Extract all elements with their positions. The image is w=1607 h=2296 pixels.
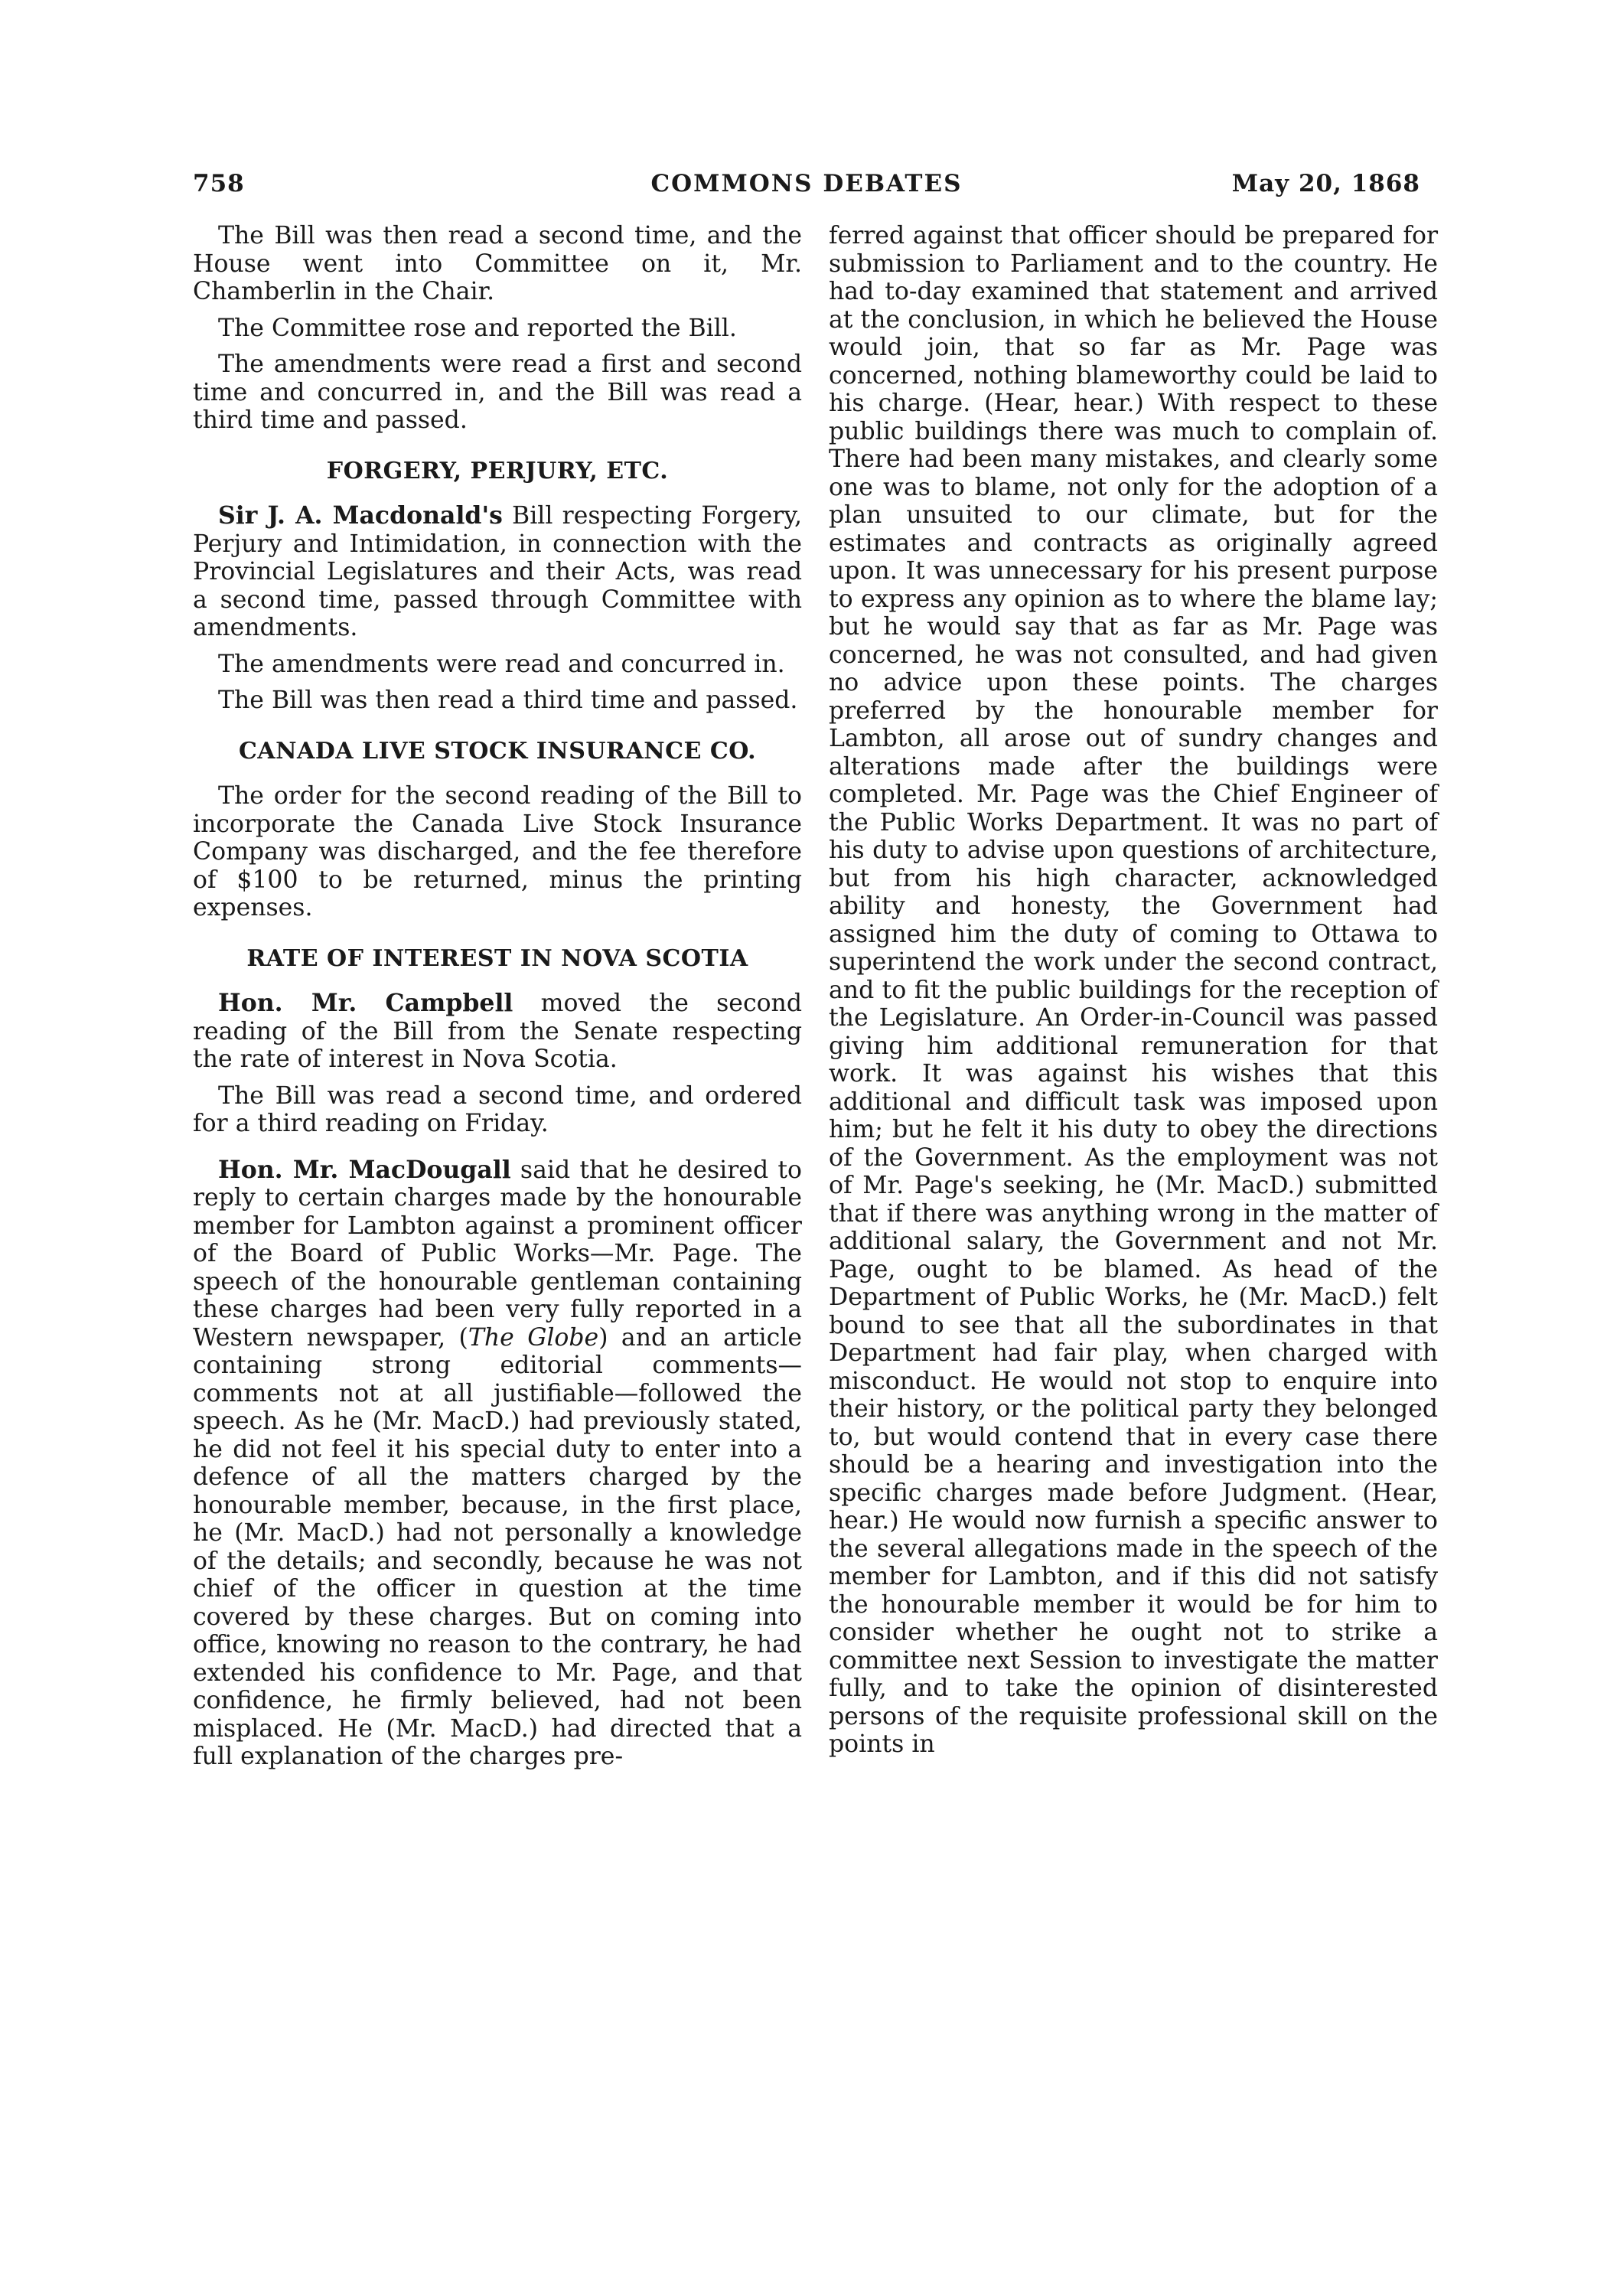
- paragraph: The order for the second reading of the Bill to incorporate the Canada Live Stock Insurance Company was discharged, and the fee therefore of $100 to be returned, minus the printing expenses.: [193, 782, 802, 921]
- section-heading-canada-live-stock: CANADA LIVE STOCK INSURANCE CO.: [238, 737, 757, 765]
- paragraph: ferred against that officer should be prepared for submission to Parliament and to the country. He had to-day examined that statement and arrived at the conclusion, in which he believed the House would join, that so far as Mr. Page was concerned, nothing blameworthy could be laid to his charge. (Hear, hear.) With respect to these public buildings there was much to complain of. There had been many mistakes, and clearly some one was to blame, not only for the adoption of a plan unsuited to our climate, but for the estimates and contracts as originally agreed upon. It was unnecessary for his present purpose to express any opinion as to where the blame lay; but he would say that as far as Mr. Page was concerned, he was not consulted, and had given no advice upon these points. The charges preferred by the honourable member for Lambton, all arose out of sundry changes and alterations made after the buildings were completed. Mr. Page was the Chief Engineer of the Public Works Department. It was no part of his duty to advise upon questions of architecture, but from his high character, acknowledged ability and honesty, the Government had assigned him the duty of coming to Ottawa to superintend the work under the second contract, and to fit the public buildings for the reception of the Legislature. An Order-in-Council was passed giving him additional remuneration for that work. It was against his wishes that this additional and difficult task was imposed upon him; but he felt it his duty to obey the directions of the Government. As the employment was not of Mr. Page's seeking, he (Mr. MacD.) submitted that if there was anything wrong in the matter of additional salary, the Government and not Mr. Page, ought to be blamed. As head of the Department of Public Works, he (Mr. MacD.) felt bound to see that all the subordinates in that Department had fair play, when charged with misconduct. He would not stop to enquire into their history, or the political party they belonged to, but would contend that in every case there should be a hearing and investigation into the specific charges made before Judgment. (Hear, hear.) He would now furnish a specific answer to the several allegations made in the speech of the member for Lambton, and if this did not satisfy the honourable member it would be for him to consider whether he ought not to strike a committee next Session to investigate the matter fully, and to take the opinion of disinterested persons of the requisite professional skill on the points in: [829, 222, 1438, 1758]
- journal-title: COMMONS DEBATES: [650, 170, 963, 197]
- newspaper-title: The Globe: [468, 1323, 599, 1352]
- page-header: [193, 170, 1420, 208]
- paragraph: The amendments were read a first and second time and concurred in, and the Bill was read a third time and passed.: [193, 351, 802, 434]
- paragraph: The Bill was read a second time, and ordered for a third reading on Friday.: [193, 1081, 802, 1137]
- left-column: [193, 222, 802, 1779]
- page-date: May 20, 1868: [1231, 170, 1420, 197]
- section-heading-rate-of-interest: RATE OF INTEREST IN NOVA SCOTIA: [246, 944, 748, 972]
- paragraph: The Bill was then read a second time, and the House went into Committee on it, Mr. Chamberlin in the Chair.: [193, 222, 802, 305]
- paragraph: Hon. Mr. Campbell moved the second reading of the Bill from the Senate respecting the rate of interest in Nova Scotia.: [193, 989, 802, 1073]
- paragraph: The amendments were read and concurred in.: [218, 650, 785, 678]
- paragraph: The Bill was then read a third time and passed.: [218, 687, 798, 714]
- paragraph: The Committee rose and reported the Bill.: [218, 314, 737, 342]
- page-number: 758: [193, 170, 245, 197]
- section-heading-forgery: FORGERY, PERJURY, ETC.: [326, 457, 669, 484]
- right-column: [829, 222, 1438, 1767]
- paragraph: Sir J. A. Macdonald's Bill respecting Forgery, Perjury and Intimidation, in connection with the Provincial Legislatures and their Acts, was read a second time, passed through Committee with amendments.: [193, 501, 802, 641]
- speaker-name: Sir J. A. Macdonald's: [218, 501, 503, 530]
- paragraph: Hon. Mr. MacDougall said that he desired to reply to certain charges made by the honourable member for Lambton against a prominent officer of the Board of Public Works—Mr. Page. The speech of the honourable gentleman containing these charges had been very fully reported in a Western newspaper, (The Globe) and an article containing strong editorial comments—comments not at all justifiable—followed the speech. As he (Mr. MacD.) had previously stated, he did not feel it his special duty to enter into a defence of all the matters charged by the honourable member, because, in the first place, he (Mr. MacD.) had not personally a knowledge of the details; and secondly, because he was not chief of the officer in question at the time covered by these charges. But on coming into office, knowing no reason to the contrary, he had extended his confidence to Mr. Page, and that confidence, he firmly believed, had not been misplaced. He (Mr. MacD.) had directed that a full explanation of the charges pre-: [193, 1155, 802, 1770]
- speaker-name: Hon. Mr. Campbell: [218, 989, 513, 1017]
- speaker-name: Hon. Mr. MacDougall: [218, 1155, 511, 1184]
